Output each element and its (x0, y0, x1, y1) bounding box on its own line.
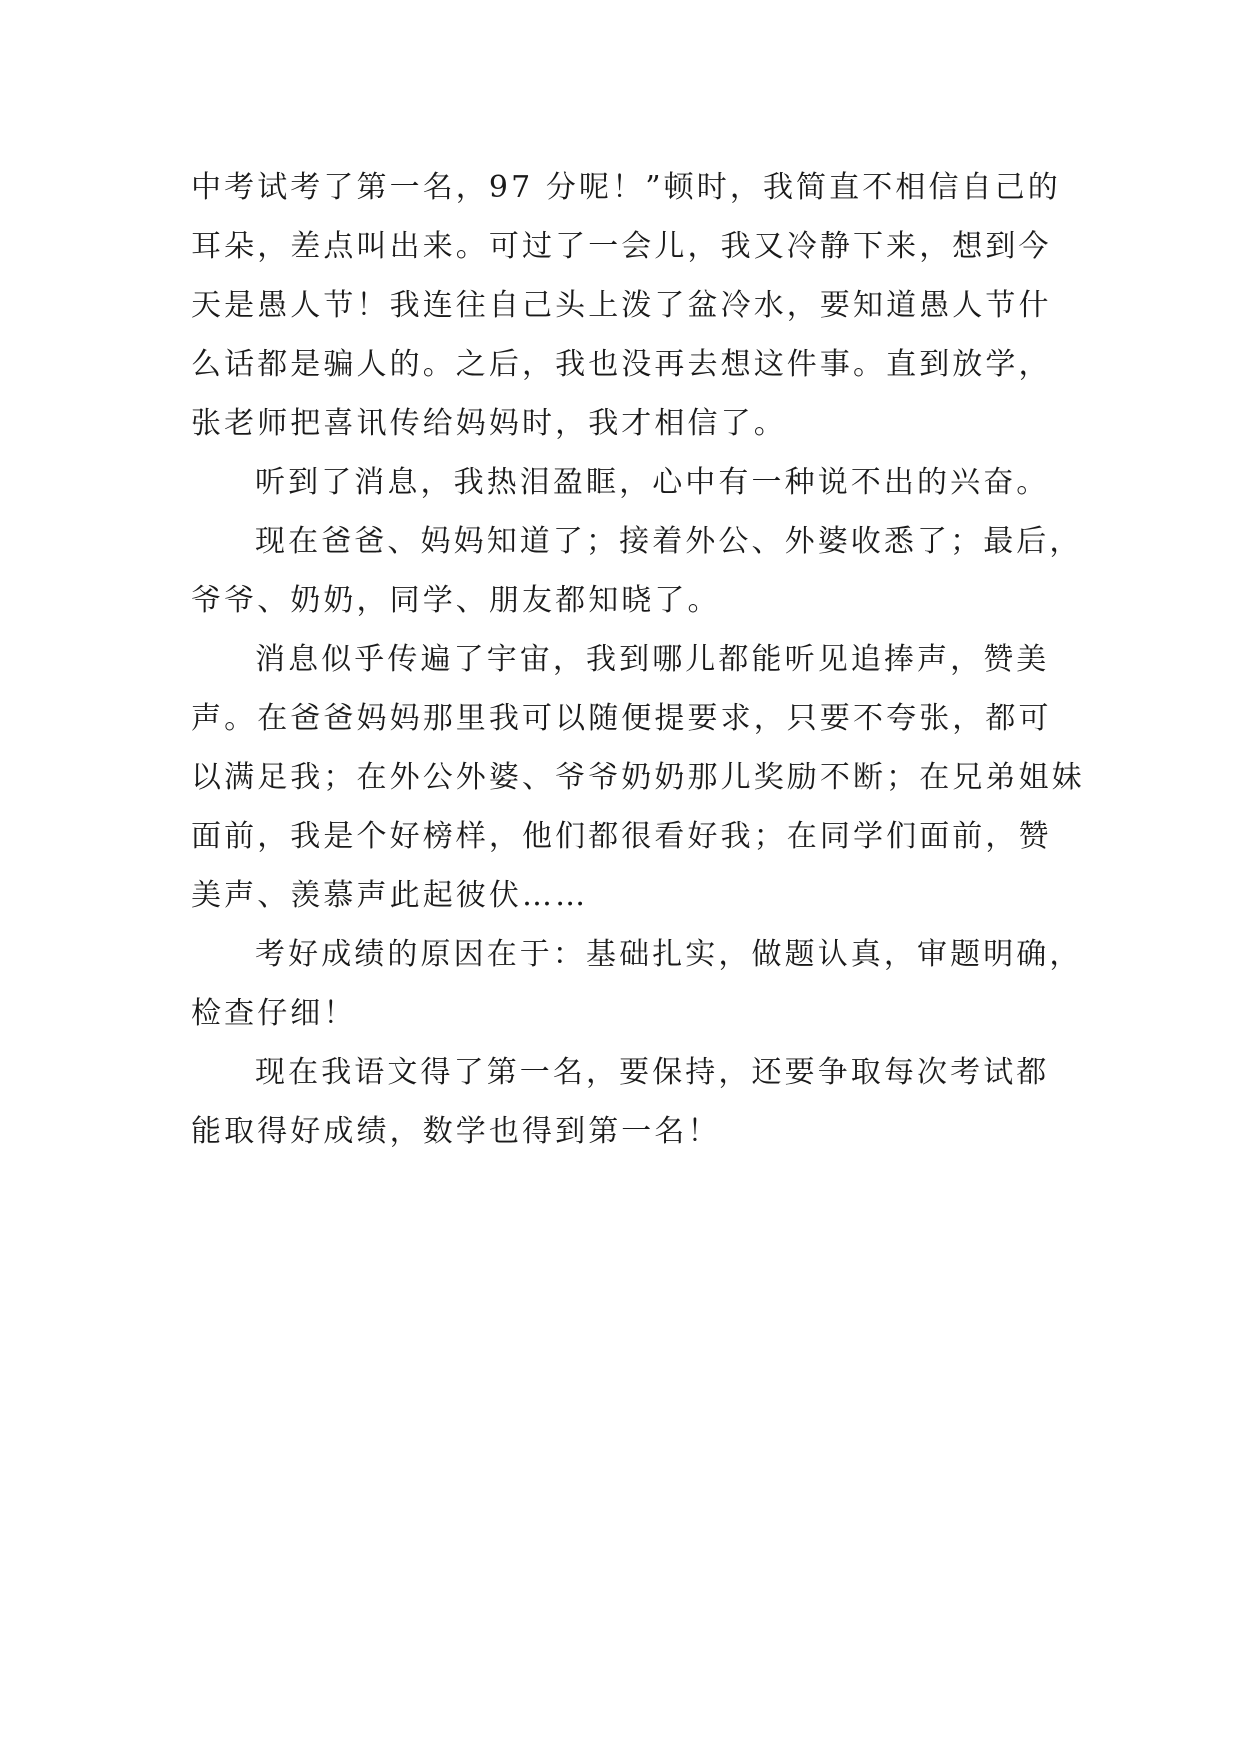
text-line: 以满足我；在外公外婆、爷爷奶奶那儿奖励不断；在兄弟姐妹 (191, 760, 1085, 795)
text-line: 爷爷、奶奶，同学、朋友都知晓了。 (191, 583, 721, 618)
text-line: 声。在爸爸妈妈那里我可以随便提要求，只要不夸张，都可 (191, 701, 1052, 736)
text-line: 天是愚人节！我连往自己头上泼了盆冷水，要知道愚人节什 (191, 288, 1052, 323)
paragraph-first-line: 现在我语文得了第一名，要保持，还要争取每次考试都 (255, 1055, 1050, 1090)
text-line: 面前，我是个好榜样，他们都很看好我；在同学们面前，赞 (191, 819, 1052, 854)
text-line: 么话都是骗人的。之后，我也没再去想这件事。直到放学， (191, 347, 1052, 382)
text-line: 美声、羡慕声此起彼伏…… (191, 878, 589, 913)
paragraph-first-line: 现在爸爸、妈妈知道了；接着外公、外婆收悉了；最后， (255, 524, 1083, 559)
text-line: 能取得好成绩，数学也得到第一名！ (191, 1114, 721, 1149)
paragraph-first-line: 考好成绩的原因在于：基础扎实，做题认真，审题明确， (255, 937, 1083, 972)
text-line: 耳朵，差点叫出来。可过了一会儿，我又冷静下来，想到今 (191, 229, 1052, 264)
text-line: 张老师把喜讯传给妈妈时，我才相信了。 (191, 406, 787, 441)
paragraph-first-line: 听到了消息，我热泪盈眶，心中有一种说不出的兴奋。 (255, 465, 1050, 500)
text-line: 检查仔细！ (191, 996, 357, 1031)
paragraph-first-line: 消息似乎传遍了宇宙，我到哪儿都能听见追捧声，赞美 (255, 642, 1050, 677)
essay-body (191, 158, 1085, 1161)
text-line: 中考试考了第一名，97 分呢！”顿时，我简直不相信自己的 (191, 170, 1061, 205)
